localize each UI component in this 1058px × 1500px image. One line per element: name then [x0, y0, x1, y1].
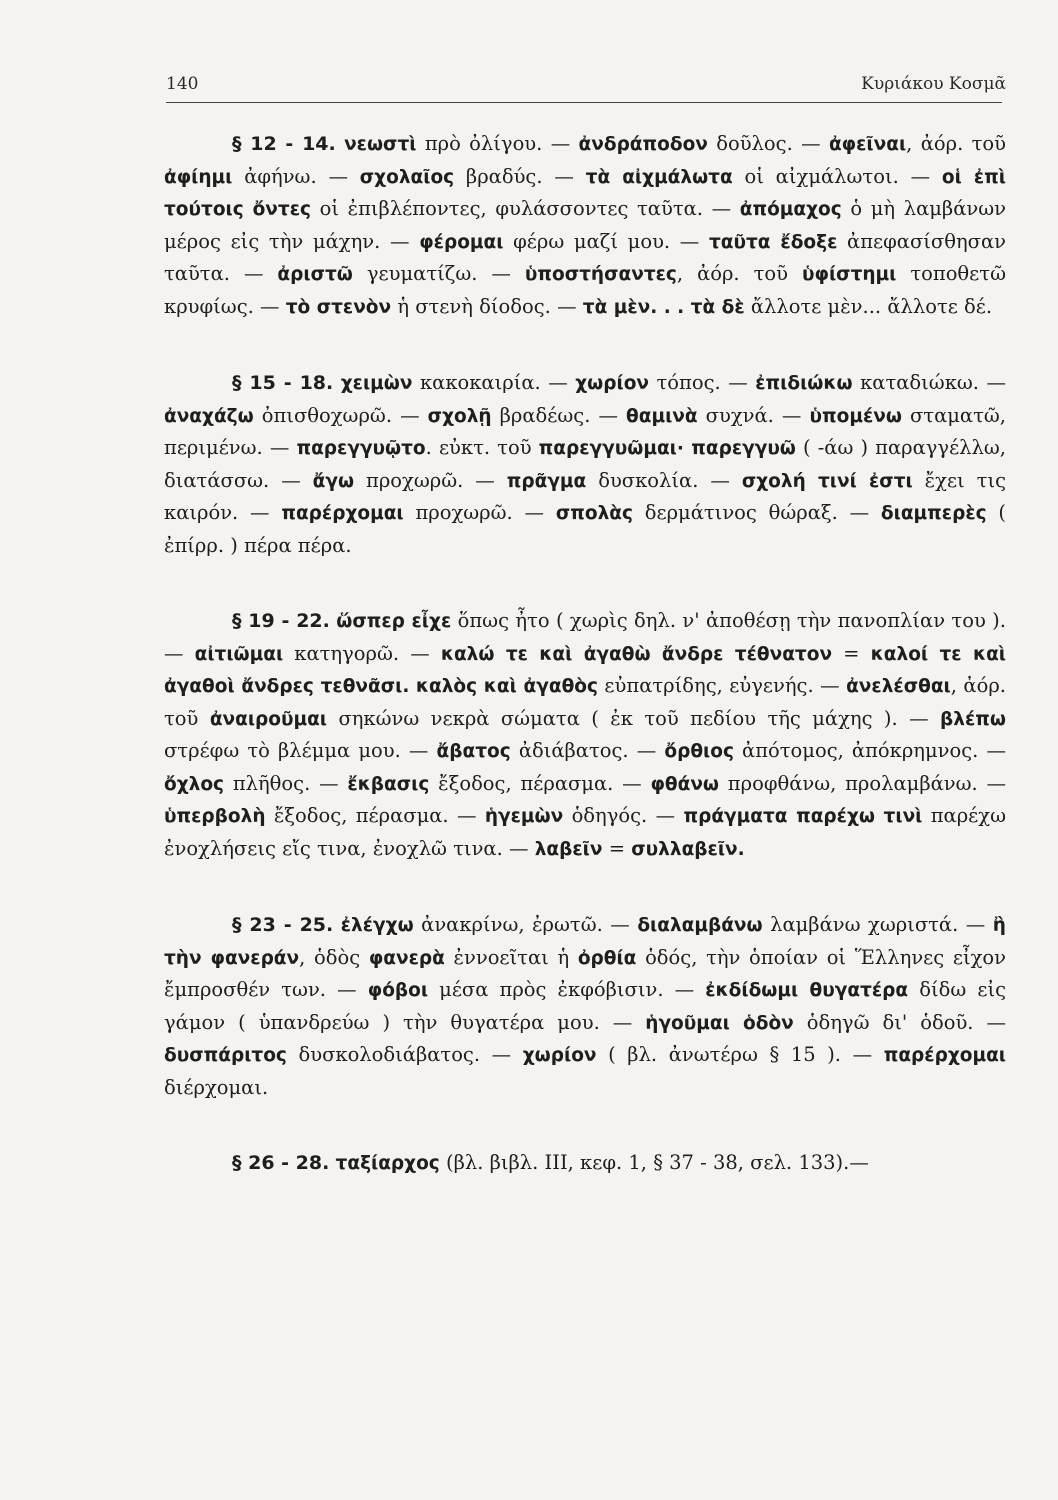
entry-term: ὑπερβολὴ — [164, 806, 266, 827]
entry-term: ἐκδίδωμι θυγατέρα — [705, 980, 909, 1001]
entry-gloss: γευματίζω. — [352, 262, 478, 285]
section-number: § 12 - 14. — [232, 133, 336, 155]
entry-term: τὰ αἰχμάλωτα — [585, 166, 733, 188]
entry-gloss: συχνά. — [697, 403, 774, 427]
glossary-paragraph: § 15 - 18. χειμὼν κακοκαιρία. — χωρίον τόπος. — ἐπιδιώκω καταδιώκω. — ἀναχάζω ὀπισθοχωρῶ. — σχολῇ βραδέως. — θαμινὰ συχνά. — ὑπομένω σταματῶ, περιμένω. — παρεγγυῷτο. εὐκτ. τοῦ παρεγγυῶμαι· παρεγγυῶ ( -άω ) παραγγέλλω, διατάσσω. — ἄγω προχωρῶ. — πρᾶγμα δυσκολία. — σχολή τινί ἐστι ἔχει τις καιρόν. — παρέρχομαι προχωρῶ. — σπολὰς δερμάτινος θώραξ. — διαμπερὲς ( ἐπίρρ. ) πέρα πέρα. — [164, 371, 1007, 557]
entry-gloss: ἀνακρίνω, ἐρωτῶ. — [413, 913, 603, 936]
entry-gloss: ἀφήνω. — [232, 164, 317, 188]
entry-term: ἡγοῦμαι ὁδὸν — [645, 1012, 794, 1034]
entry-gloss: δυσκολία. — [586, 468, 699, 492]
entry-term: παρέρχομαι — [883, 1045, 1006, 1066]
entry-gloss: προχωρῶ. — [354, 468, 464, 492]
entry-term: συλλαβεῖν. — [631, 838, 745, 860]
entry-gloss: ἔξοδος, πέρασμα. — [265, 804, 449, 827]
entry-term: ἄγω — [312, 470, 355, 492]
entry-term: θαμινὰ — [626, 405, 698, 427]
entry-gloss: ὁδηγῶ δι' ὁδοῦ. — [793, 1010, 974, 1034]
entry-term: σχολαῖος — [359, 166, 455, 188]
entry-gloss: ὅπως ἦτο ( χωρὶς δηλ. ν' ἀποθέσῃ τὴν πανοπλίαν του ). — [451, 609, 1006, 632]
entry-term: ὑποστήσαντες — [524, 264, 677, 285]
entry-gloss: προφθάνω, προλαμβάνω. — [719, 771, 978, 795]
entry-term: παρεγγυῷτο — [296, 438, 426, 459]
entry-gloss: ἔχει τις καιρόν. — [164, 468, 1007, 524]
entry-gloss: μέσα πρὸς ἐκφόβισιν. — [428, 978, 664, 1001]
entry-gloss: τοποθετῶ κρυφίως. — [164, 262, 1006, 318]
entry-gloss: λαμβάνω χωριστά. — [762, 913, 959, 936]
entry-term: καλώ τε καὶ ἀγαθὼ ἄνδρε τέθνατον — [440, 643, 833, 665]
entry-gloss: φέρω μαζί μου. — [503, 229, 671, 253]
entry-term: παρέρχομαι — [281, 503, 404, 524]
entry-gloss: εὐπατρίδης, εὐγενής. — [597, 674, 814, 697]
glossary-paragraph: § 12 - 14. νεωστὶ πρὸ ὀλίγου. — ἀνδράποδον δοῦλος. — ἀφεῖναι, ἀόρ. τοῦ ἀφίημι ἀφήνω. — σχολαῖος βραδύς. — τὰ αἰχμάλωτα οἱ αἰχμάλωτοι. — οἱ ἐπὶ τούτοις ὄντες οἱ ἐπιβλέποντες, φυλάσσοντες ταῦτα. — ἀπόμαχος ὁ μὴ λαμβάνων μέρος εἰς τὴν μάχην. — φέρομαι φέρω μαζί μου. — ταῦτα ἔδοξε ἀπεφασίσθησαν ταῦτα. — ἀριστῶ γευματίζω. — ὑποστήσαντες, ἀόρ. τοῦ ὑφίστημι τοποθετῶ κρυφίως. — τὸ στενὸν ἡ στενὴ δίοδος. — τὰ μὲν. . . τὰ δὲ ἄλλοτε μὲν... ἄλλοτε δέ. — [164, 132, 1007, 318]
entry-term: ἀριστῶ — [277, 264, 353, 285]
entry-gloss: παρέχω ἐνοχλήσεις εἴς τινα, ἐνοχλῶ τινα. — [164, 804, 1007, 860]
entry-term: πράγματα παρέχω τινὶ — [683, 806, 923, 827]
entry-gloss: ἔξοδος, πέρασμα. — [429, 771, 614, 795]
entry-gloss: ἐννοεῖται ἡ — [444, 945, 570, 969]
entry-term: σπολὰς — [555, 503, 633, 524]
entry-gloss: πρὸ ὀλίγου. — [416, 132, 543, 155]
entry-term: διαμπερὲς — [880, 503, 987, 524]
glossary-paragraph: § 19 - 22. ὥσπερ εἶχε ὅπως ἦτο ( χωρὶς δηλ. ν' ἀποθέσῃ τὴν πανοπλίαν του ). — αἰτιῶμαι κατηγορῶ. — καλώ τε καὶ ἀγαθὼ ἄνδρε τέθνατον = καλοί τε καὶ ἀγαθοὶ ἄνδρες τεθνᾶσι. καλὸς καὶ ἀγαθὸς εὐπατρίδης, εὐγενής. — ἀνελέσθαι, ἀόρ. τοῦ ἀναιροῦμαι σηκώνω νεκρὰ σώματα ( ἐκ τοῦ πεδίου τῆς μάχης ). — βλέπω στρέφω τὸ βλέμμα μου. — ἄβατος ἀδιάβατος. — ὄρθιος ἀπότομος, ἀπόκρημνος. — ὄχλος πλῆθος. — ἔκβασις ἔξοδος, πέρασμα. — φθάνω προφθάνω, προλαμβάνω. — ὑπερβολὴ ἔξοδος, πέρασμα. — ἡγεμὼν ὁδηγός. — πράγματα παρέχω τινὶ παρέχω ἐνοχλήσεις εἴς τινα, ἐνοχλῶ τινα. — λαβεῖν = συλλαβεῖν. — [164, 609, 1007, 860]
entry-gloss: τόπος. — [649, 371, 721, 394]
entry-gloss: ἀπότομος, ἀπόκρημνος. — [733, 739, 979, 762]
entry-term: σχολῇ — [427, 405, 492, 427]
entry-term: χωρίον — [522, 1045, 597, 1066]
entry-term: ὄχλος — [164, 773, 225, 795]
entry-gloss: δυσκολοδιάβατος. — [286, 1043, 481, 1066]
entry-term: διαλαμβάνω — [637, 915, 763, 936]
entry-term: νεωστὶ — [344, 134, 417, 155]
glossary-body — [164, 128, 1006, 1224]
entry-gloss: , ἀόρ. τοῦ — [906, 132, 1006, 155]
entry-term: ἄβατος — [436, 741, 511, 762]
entry-term: ὑφίστημι — [801, 264, 897, 285]
entry-gloss: διέρχομαι. — [164, 1075, 269, 1099]
entry-gloss: δίδω εἰς γάμον ( ὑπανδρεύω ) τὴν θυγατέρα μου. — [164, 978, 1007, 1034]
entry-gloss: . εὐκτ. τοῦ — [425, 436, 532, 459]
entry-term: ἀνελέσθαι — [846, 676, 951, 697]
entry-term: ταῦτα ἔδοξε — [708, 231, 838, 253]
entry-term: αἰτιῶμαι — [194, 643, 284, 665]
entry-term: τὸ στενὸν — [285, 296, 392, 318]
entry-gloss: = — [832, 641, 860, 665]
entry-gloss: ὁδηγός. — [563, 804, 648, 827]
entry-gloss: πλῆθος. — [224, 771, 311, 795]
entry-gloss: ἀπεφασίσθησαν ταῦτα. — [164, 229, 1006, 285]
entry-gloss: = — [602, 836, 626, 860]
glossary-paragraph: § 23 - 25. ἐλέγχω ἀνακρίνω, ἐρωτῶ. — διαλαμβάνω λαμβάνω χωριστά. — ἢ τὴν φανεράν, ὁδὸς φανερὰ ἐννοεῖται ἡ ὀρθία ὁδός, τὴν ὁποίαν οἱ Ἕλληνες εἶχον ἔμπροσθέν των. — φόβοι μέσα πρὸς ἐκφόβισιν. — ἐκδίδωμι θυγατέρα δίδω εἰς γάμον ( ὑπανδρεύω ) τὴν θυγατέρα μου. — ἡγοῦμαι ὁδὸν ὁδηγῶ δι' ὁδοῦ. — δυσπάριτος δυσκολοδιάβατος. — χωρίον ( βλ. ἀνωτέρω § 15 ). — παρέρχομαι διέρχομαι. — [164, 913, 1007, 1099]
entry-gloss: ἡ στενὴ δίοδος. — [391, 294, 551, 318]
entry-term: ἀναιροῦμαι — [209, 708, 328, 730]
entry-gloss: δοῦλος. — [707, 132, 793, 155]
entry-gloss: ( -άω ) παραγγέλλω, διατάσσω. — [164, 436, 1006, 492]
entry-term: ἔκβασις — [347, 773, 430, 795]
entry-term: φθάνω — [650, 773, 720, 795]
entry-term: ταξίαρχος — [335, 1153, 440, 1174]
entry-term: πρᾶγμα — [506, 470, 587, 492]
header-rule — [166, 102, 1002, 103]
entry-term: καλὸς καὶ ἀγαθὸς — [415, 676, 598, 697]
entry-gloss: ὁ μὴ λαμβάνων μέρος εἰς τὴν μάχην. — [164, 197, 1006, 253]
entry-term: ἐπιδιώκω — [755, 373, 853, 394]
entry-term: χειμὼν — [340, 373, 413, 394]
entry-term: παρεγγυῶμαι· παρεγγυῶ — [538, 438, 796, 459]
entry-term: ὄρθιος — [664, 741, 734, 762]
glossary-paragraph — [164, 1147, 1006, 1180]
entry-term: ἡγεμὼν — [484, 806, 564, 827]
section-number: § 15 - 18. — [232, 372, 334, 394]
entry-term: βλέπω — [940, 708, 1007, 730]
entry-term: ἀφίημι — [164, 166, 233, 188]
entry-term: δυσπάριτος — [164, 1045, 287, 1066]
entry-gloss: , ἀόρ. τοῦ — [164, 674, 1006, 730]
entry-gloss: οἱ αἰχμάλωτοι. — [732, 164, 899, 188]
entry-term: ἀπόμαχος — [739, 199, 842, 220]
entry-gloss: ἀδιάβατος. — [510, 739, 629, 762]
section-number: § 23 - 25. — [232, 914, 334, 936]
section-number: § 26 - 28. — [232, 1152, 330, 1174]
entry-term: ἐλέγχω — [340, 915, 414, 936]
entry-term: λαβεῖν — [534, 838, 603, 860]
entry-term: οἱ ἐπὶ τούτοις ὄντες — [164, 166, 1007, 220]
entry-gloss: ( βλ. ἀνωτέρω § 15 ). — [596, 1043, 842, 1066]
entry-term: χωρίον — [575, 373, 650, 394]
entry-term: ἀφεῖναι — [828, 134, 907, 155]
entry-term: φανερὰ — [368, 947, 445, 969]
entry-gloss: ( ἐπίρρ. ) πέρα πέρα. — [164, 501, 1006, 557]
entry-gloss: ἄλλοτε μὲν... ἄλλοτε δέ. — [744, 294, 993, 318]
entry-term: ἀναχάζω — [164, 405, 254, 427]
entry-term: ἢ τὴν φανεράν — [164, 915, 1006, 969]
entry-term: ὑπομένω — [809, 405, 902, 427]
entry-gloss: βραδύς. — [454, 164, 543, 188]
section-number: § 19 - 22. — [232, 610, 330, 632]
entry-gloss: κακοκαιρία. — [412, 371, 541, 394]
entry-gloss: καταδιώκω. — [852, 371, 979, 394]
entry-gloss: ὀπισθοχωρῶ. — [253, 403, 393, 427]
entry-term: σχολή τινί ἐστι — [741, 470, 913, 492]
entry-gloss: σηκώνω νεκρὰ σώματα ( ἐκ τοῦ πεδίου τῆς μάχης ). — [327, 706, 898, 730]
page-number: 140 — [166, 74, 199, 94]
entry-term: καλοί τε καὶ ἀγαθοὶ ἄνδρες τεθνᾶσι. — [164, 643, 1007, 697]
entry-gloss: κατηγορῶ. — [283, 641, 400, 665]
entry-gloss: (βλ. βιβλ. III, κεφ. 1, § 37 - 38, σελ. 133).— — [439, 1151, 869, 1174]
entry-term: φέρομαι — [419, 231, 504, 253]
entry-gloss: ὁδός, τὴν ὁποίαν οἱ Ἕλληνες εἶχον ἔμπροσθέν των. — [164, 945, 1007, 1001]
entry-gloss: δερμάτινος θώραξ. — [632, 501, 838, 524]
entry-term: ὀρθία — [577, 947, 637, 969]
entry-term: ὥσπερ εἶχε — [336, 611, 452, 632]
entry-gloss: , ἀόρ. τοῦ — [676, 262, 788, 285]
entry-gloss: στρέφω τὸ βλέμμα μου. — [164, 739, 401, 762]
entry-term: ἀνδράποδον — [578, 134, 708, 155]
entry-gloss: οἱ ἐπιβλέποντες, φυλάσσοντες ταῦτα. — [310, 197, 703, 220]
entry-gloss: βραδέως. — [491, 403, 591, 427]
running-header — [166, 74, 1006, 94]
entry-term: φόβοι — [367, 980, 429, 1001]
entry-gloss: , ὁδὸς — [299, 945, 361, 969]
entry-gloss: σταματῶ, περιμένω. — [164, 403, 1006, 459]
running-title: Κυριάκου Κοσμᾶ — [861, 74, 1006, 94]
entry-term: τὰ μὲν. . . τὰ δὲ — [582, 296, 745, 318]
entry-gloss: προχωρῶ. — [403, 501, 513, 524]
